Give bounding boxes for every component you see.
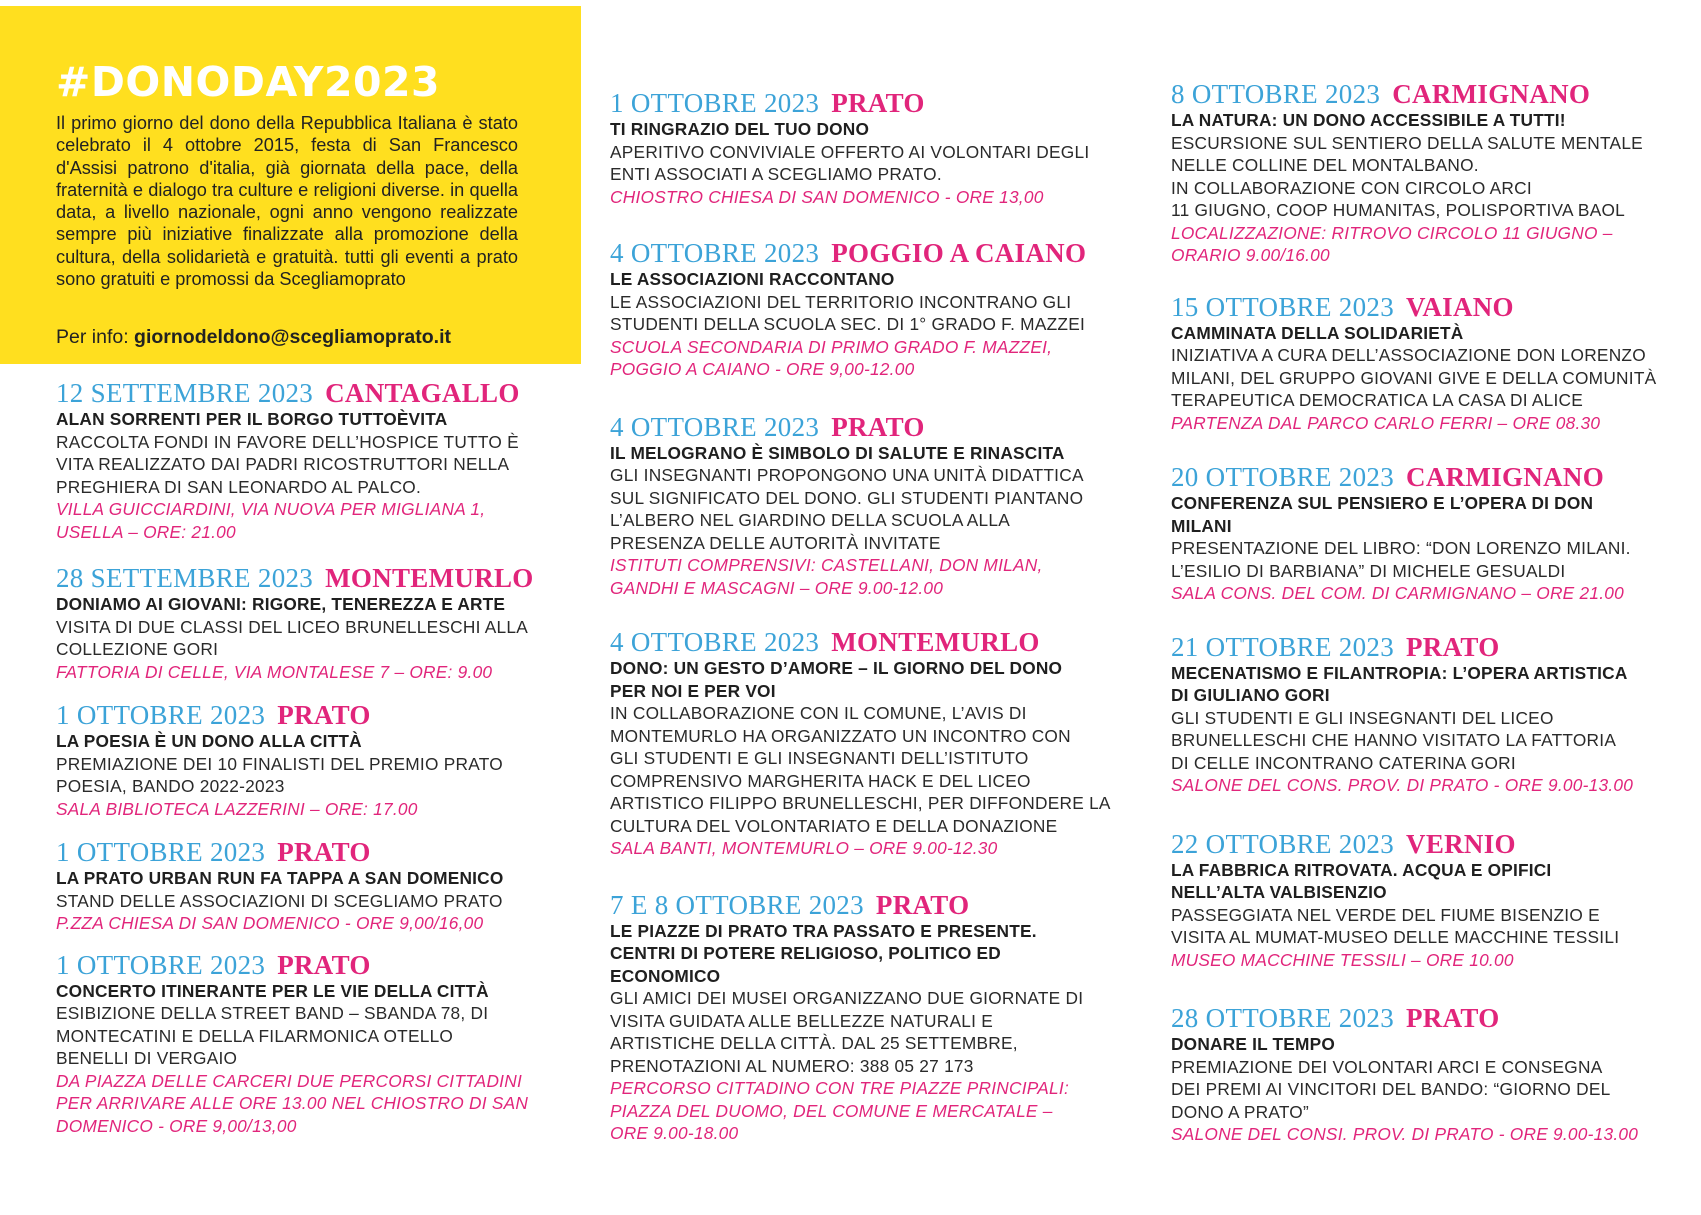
intro-info bbox=[56, 326, 451, 349]
event-description-line: APERITIVO CONVIVIALE OFFERTO AI VOLONTARI DEGLI bbox=[610, 141, 1090, 162]
event-date: 4 OTTOBRE 2023 bbox=[610, 238, 820, 268]
event-location-line: CHIOSTRO CHIESA DI SAN DOMENICO - ORE 13,00 bbox=[610, 186, 1044, 207]
event-title-line: LA POESIA È UN DONO ALLA CITTÀ bbox=[56, 731, 362, 751]
event-date: 28 OTTOBRE 2023 bbox=[1171, 1003, 1395, 1033]
event-location-line: SALONE DEL CONS. PROV. DI PRATO - ORE 9.00-13.00 bbox=[1171, 775, 1634, 795]
event-location-line: USELLA – ORE: 21.00 bbox=[56, 521, 236, 542]
event-description-line: GLI STUDENTI E GLI INSEGNANTI DELL’ISTITUTO bbox=[610, 748, 1029, 768]
event-heading bbox=[56, 563, 556, 593]
event-title-line: ECONOMICO bbox=[610, 965, 721, 986]
event-description-line: DI CELLE INCONTRANO CATERINA GORI bbox=[1171, 752, 1516, 773]
event-place: PRATO bbox=[277, 700, 371, 730]
event-location-line: SALA BANTI, MONTEMURLO – ORE 9.00-12.30 bbox=[610, 838, 998, 858]
event-description-line: L’ESILIO DI BARBIANA” DI MICHELE GESUALDI bbox=[1171, 560, 1566, 581]
event-description-line: PRESENTAZIONE DEL LIBRO: “DON LORENZO MILANI. bbox=[1171, 538, 1631, 558]
event-title-line: CAMMINATA DELLA SOLIDARIETÀ bbox=[1171, 322, 1464, 343]
event-description-line: SUL SIGNIFICATO DEL DONO. GLI STUDENTI PIANTANO bbox=[610, 487, 1084, 508]
event-description-line: MONTECATINI E DELLA FILARMONICA OTELLO bbox=[56, 1025, 454, 1046]
event-title-line: PER NOI E PER VOI bbox=[610, 680, 776, 701]
event-heading bbox=[610, 627, 1130, 657]
event-title-line: ALAN SORRENTI PER IL BORGO TUTTOÈVITA bbox=[56, 409, 448, 429]
event-location-line: DOMENICO - ORE 9,00/13,00 bbox=[56, 1115, 297, 1136]
event-description-line: DONO A PRATO” bbox=[1171, 1101, 1310, 1122]
event-description-line: MONTEMURLO HA ORGANIZZATO UN INCONTRO CON bbox=[610, 725, 1071, 746]
event-item bbox=[56, 950, 556, 1138]
event-description-line: BRUNELLESCHI CHE HANNO VISITATO LA FATTORIA bbox=[1171, 730, 1617, 750]
event-description-line: GLI STUDENTI E GLI INSEGNANTI DEL LICEO bbox=[1171, 707, 1554, 728]
event-item bbox=[610, 88, 1130, 208]
event-place: VERNIO bbox=[1406, 828, 1516, 859]
event-place: PRATO bbox=[1406, 631, 1500, 662]
event-heading bbox=[1171, 79, 1691, 109]
column-middle bbox=[610, 88, 1130, 1145]
event-date: 1 OTTOBRE 2023 bbox=[56, 700, 266, 730]
event-description-line: IN COLLABORAZIONE CON CIRCOLO ARCI bbox=[1171, 177, 1532, 198]
event-description-line: PREMIAZIONE DEI VOLONTARI ARCI E CONSEGNA bbox=[1171, 1056, 1603, 1077]
event-title-line: MILANI bbox=[1171, 515, 1232, 536]
event-description-line: PRESENZA DELLE AUTORITÀ INVITATE bbox=[610, 532, 941, 553]
event-heading bbox=[56, 950, 556, 980]
event-description-line: COMPRENSIVO MARGHERITA HACK E DEL LICEO bbox=[610, 770, 1031, 791]
event-description-line: CULTURA DEL VOLONTARIATO E DELLA DONAZIONE bbox=[610, 815, 1058, 836]
event-date: 7 E 8 OTTOBRE 2023 bbox=[610, 889, 864, 920]
event-title-line: DI GIULIANO GORI bbox=[1171, 685, 1330, 705]
event-heading bbox=[1171, 292, 1691, 322]
event-title-line: CENTRI DI POTERE RELIGIOSO, POLITICO ED bbox=[610, 943, 1001, 963]
event-description-line: PREMIAZIONE DEI 10 FINALISTI DEL PREMIO PRATO bbox=[56, 753, 503, 774]
event-location-line: SCUOLA SECONDARIA DI PRIMO GRADO F. MAZZEI, bbox=[610, 336, 1053, 357]
event-heading bbox=[610, 412, 1130, 442]
event-title-line: LA NATURA: UN DONO ACCESSIBILE A TUTTI! bbox=[1171, 110, 1566, 130]
event-place: MONTEMURLO bbox=[831, 627, 1040, 657]
event-title-line: CONCERTO ITINERANTE PER LE VIE DELLA CITTÀ bbox=[56, 980, 489, 1001]
event-title-line: CONFERENZA SUL PENSIERO E L’OPERA DI DON bbox=[1171, 493, 1594, 513]
event-description-line: GLI INSEGNANTI PROPONGONO UNA UNITÀ DIDATTICA bbox=[610, 465, 1084, 485]
event-description-line: VITA REALIZZATO DAI PADRI RICOSTRUTTORI NELLA bbox=[56, 454, 510, 474]
event-location-line: PIAZZA DEL DUOMO, DEL COMUNE E MERCATALE – bbox=[610, 1100, 1053, 1121]
event-item bbox=[56, 563, 556, 683]
event-title-line: IL MELOGRANO È SIMBOLO DI SALUTE E RINASCITA bbox=[610, 442, 1065, 463]
info-label: Per info: bbox=[56, 326, 129, 348]
event-description-line: COLLEZIONE GORI bbox=[56, 639, 219, 659]
event-description-line: DEI PREMI AI VINCITORI DEL BANDO: “GIORNO DEL bbox=[1171, 1079, 1611, 1099]
event-date: 8 OTTOBRE 2023 bbox=[1171, 79, 1381, 109]
event-location-line: SALA CONS. DEL COM. DI CARMIGNANO – ORE 21.00 bbox=[1171, 583, 1625, 603]
event-location-line: FATTORIA DI CELLE, VIA MONTALESE 7 – ORE: 9.00 bbox=[56, 661, 493, 682]
event-place: PRATO bbox=[875, 889, 970, 920]
event-date: 21 OTTOBRE 2023 bbox=[1171, 631, 1395, 662]
event-heading bbox=[56, 837, 556, 867]
event-location-line: PER ARRIVARE ALLE ORE 13.00 NEL CHIOSTRO DI SAN bbox=[56, 1093, 529, 1113]
event-description-line: L’ALBERO NEL GIARDINO DELLA SCUOLA ALLA bbox=[610, 510, 1011, 530]
event-description-line: GLI AMICI DEI MUSEI ORGANIZZANO DUE GIORNATE DI bbox=[610, 988, 1084, 1008]
column-left bbox=[56, 378, 556, 1137]
event-heading bbox=[610, 890, 1130, 920]
event-location-line: SALA BIBLIOTECA LAZZERINI – ORE: 17.00 bbox=[56, 798, 418, 819]
intro-text: Il primo giorno del dono della Repubblica Italiana è stato celebrato il 4 ottobre 2015, festa di San Francesco d'Assisi patrono d'italia, già giornata della pace, della fraternità e dialogo tra culture e religioni diverse. in quella data, a livello nazionale, ogni anno vengono realizzate sempre più iniziative finalizzate alla promozione della cultura, della solidarietà e gratuità. tutti gli eventi a prato sono gratuiti e promossi da Scegliamoprato bbox=[56, 113, 518, 290]
event-description-line: VISITA AL MUMAT-MUSEO DELLE MACCHINE TESSILI bbox=[1171, 927, 1620, 947]
event-title-line: LA FABBRICA RITROVATA. ACQUA E OPIFICI bbox=[1171, 859, 1552, 880]
event-title-line: DONO: UN GESTO D’AMORE – IL GIORNO DEL DONO bbox=[610, 658, 1063, 678]
event-place: VAIANO bbox=[1406, 291, 1514, 322]
event-location-line: DA PIAZZA DELLE CARCERI DUE PERCORSI CITTADINI bbox=[56, 1070, 523, 1091]
event-title-line: TI RINGRAZIO DEL TUO DONO bbox=[610, 119, 870, 139]
event-item bbox=[610, 890, 1130, 1145]
event-description-line: PRENOTAZIONI AL NUMERO: 388 05 27 173 bbox=[610, 1055, 974, 1076]
event-place: PRATO bbox=[831, 88, 925, 118]
event-place: CANTAGALLO bbox=[325, 378, 520, 408]
event-item bbox=[56, 700, 556, 820]
event-description-line: NELLE COLLINE DEL MONTALBANO. bbox=[1171, 155, 1479, 175]
event-item bbox=[56, 837, 556, 935]
event-description-line: INIZIATIVA A CURA DELL’ASSOCIAZIONE DON LORENZO bbox=[1171, 345, 1646, 365]
event-title-line: NELL’ALTA VALBISENZIO bbox=[1171, 882, 1387, 902]
event-location-line: PERCORSO CITTADINO CON TRE PIAZZE PRINCIPALI: bbox=[610, 1078, 1070, 1098]
event-location-line: P.ZZA CHIESA DI SAN DOMENICO - ORE 9,00/16,00 bbox=[56, 913, 484, 933]
event-heading bbox=[56, 700, 556, 730]
event-place: POGGIO A CAIANO bbox=[831, 238, 1087, 268]
intro-box bbox=[0, 6, 581, 364]
event-location-line: POGGIO A CAIANO - ORE 9,00-12.00 bbox=[610, 359, 915, 379]
event-description-line: STAND DELLE ASSOCIAZIONI DI SCEGLIAMO PRATO bbox=[56, 890, 503, 911]
event-location-line: PARTENZA DAL PARCO CARLO FERRI – ORE 08.30 bbox=[1171, 412, 1601, 433]
info-email-link[interactable]: giornodeldono@scegliamoprato.it bbox=[134, 326, 451, 348]
event-title-line: DONIAMO AI GIOVANI: RIGORE, TENEREZZA E ARTE bbox=[56, 594, 506, 614]
event-description-line: ENTI ASSOCIATI A SCEGLIAMO PRATO. bbox=[610, 164, 942, 184]
event-description-line: ESCURSIONE SUL SENTIERO DELLA SALUTE MENTALE bbox=[1171, 132, 1643, 153]
event-description-line: VISITA DI DUE CLASSI DEL LICEO BRUNELLESCHI ALLA bbox=[56, 616, 529, 637]
event-item bbox=[610, 627, 1130, 860]
event-heading bbox=[1171, 462, 1691, 492]
event-title-line: LE PIAZZE DI PRATO TRA PASSATO E PRESENTE. bbox=[610, 920, 1037, 941]
event-date: 4 OTTOBRE 2023 bbox=[610, 411, 820, 442]
event-description-line: BENELLI DI VERGAIO bbox=[56, 1048, 238, 1068]
event-description-line: 11 GIUGNO, COOP HUMANITAS, POLISPORTIVA BAOL bbox=[1171, 200, 1626, 220]
event-title-line: DONARE IL TEMPO bbox=[1171, 1034, 1335, 1054]
event-description-line: LE ASSOCIAZIONI DEL TERRITORIO INCONTRANO GLI bbox=[610, 291, 1072, 312]
event-item bbox=[56, 378, 556, 543]
event-item bbox=[1171, 462, 1691, 605]
event-item bbox=[610, 412, 1130, 600]
event-location-line: VILLA GUICCIARDINI, VIA NUOVA PER MIGLIANA 1, bbox=[56, 499, 486, 519]
event-description-line: ESIBIZIONE DELLA STREET BAND – SBANDA 78, DI bbox=[56, 1003, 489, 1023]
event-place: CARMIGNANO bbox=[1406, 462, 1605, 492]
event-description-line: ARTISTICHE DELLA CITTÀ. DAL 25 SETTEMBRE, bbox=[610, 1033, 1018, 1053]
event-item bbox=[1171, 292, 1691, 435]
event-description-line: STUDENTI DELLA SCUOLA SEC. DI 1° GRADO F. MAZZEI bbox=[610, 314, 1086, 334]
event-heading bbox=[610, 88, 1130, 118]
event-date: 22 OTTOBRE 2023 bbox=[1171, 828, 1395, 859]
event-place: MONTEMURLO bbox=[325, 563, 534, 593]
event-place: PRATO bbox=[831, 411, 925, 442]
event-date: 15 OTTOBRE 2023 bbox=[1171, 291, 1395, 322]
column-right bbox=[1171, 79, 1691, 1146]
event-location-line: MUSEO MACCHINE TESSILI – ORE 10.00 bbox=[1171, 949, 1514, 970]
event-heading bbox=[1171, 829, 1691, 859]
intro-title: #DONODAY2023 bbox=[56, 58, 441, 106]
event-item bbox=[1171, 829, 1691, 972]
event-heading bbox=[610, 238, 1130, 268]
event-location-line: SALONE DEL CONSI. PROV. DI PRATO - ORE 9.00-13.00 bbox=[1171, 1124, 1639, 1144]
event-location-line: ORE 9.00-18.00 bbox=[610, 1123, 739, 1143]
event-date: 1 OTTOBRE 2023 bbox=[56, 837, 266, 867]
event-heading bbox=[1171, 632, 1691, 662]
event-place: CARMIGNANO bbox=[1392, 79, 1591, 109]
event-heading bbox=[56, 378, 556, 408]
event-date: 1 OTTOBRE 2023 bbox=[610, 88, 820, 118]
event-description-line: MILANI, DEL GRUPPO GIOVANI GIVE E DELLA COMUNITÀ bbox=[1171, 367, 1657, 388]
event-item bbox=[610, 238, 1130, 381]
event-item bbox=[1171, 1003, 1691, 1146]
event-description-line: PASSEGGIATA NEL VERDE DEL FIUME BISENZIO E bbox=[1171, 904, 1600, 925]
event-description-line: VISITA GUIDATA ALLE BELLEZZE NATURALI E bbox=[610, 1010, 994, 1031]
event-title-line: LE ASSOCIAZIONI RACCONTANO bbox=[610, 269, 895, 289]
event-item bbox=[1171, 79, 1691, 267]
event-date: 12 SETTEMBRE 2023 bbox=[56, 378, 314, 408]
event-location-line: ISTITUTI COMPRENSIVI: CASTELLANI, DON MILAN, bbox=[610, 555, 1043, 575]
event-date: 28 SETTEMBRE 2023 bbox=[56, 563, 314, 593]
event-date: 1 OTTOBRE 2023 bbox=[56, 949, 266, 980]
event-place: PRATO bbox=[1406, 1003, 1500, 1033]
event-description-line: TERAPEUTICA DEMOCRATICA LA CASA DI ALICE bbox=[1171, 390, 1584, 410]
event-description-line: PREGHIERA DI SAN LEONARDO AL PALCO. bbox=[56, 476, 422, 497]
event-place: PRATO bbox=[277, 837, 371, 867]
event-place: PRATO bbox=[277, 949, 371, 980]
event-description-line: POESIA, BANDO 2022-2023 bbox=[56, 776, 285, 796]
event-title-line: LA PRATO URBAN RUN FA TAPPA A SAN DOMENICO bbox=[56, 868, 504, 888]
event-heading bbox=[1171, 1003, 1691, 1033]
event-location-line: LOCALIZZAZIONE: RITROVO CIRCOLO 11 GIUGNO – bbox=[1171, 222, 1613, 243]
event-date: 4 OTTOBRE 2023 bbox=[610, 627, 820, 657]
event-title-line: MECENATISMO E FILANTROPIA: L’OPERA ARTISTICA bbox=[1171, 662, 1628, 683]
event-description-line: ARTISTICO FILIPPO BRUNELLESCHI, PER DIFFONDERE LA bbox=[610, 793, 1111, 813]
event-location-line: ORARIO 9.00/16.00 bbox=[1171, 245, 1330, 265]
event-date: 20 OTTOBRE 2023 bbox=[1171, 462, 1395, 492]
event-location-line: GANDHI E MASCAGNI – ORE 9.00-12.00 bbox=[610, 577, 944, 598]
event-description-line: IN COLLABORAZIONE CON IL COMUNE, L’AVIS DI bbox=[610, 703, 1027, 723]
event-description-line: RACCOLTA FONDI IN FAVORE DELL’HOSPICE TUTTO È bbox=[56, 431, 519, 452]
event-item bbox=[1171, 632, 1691, 797]
